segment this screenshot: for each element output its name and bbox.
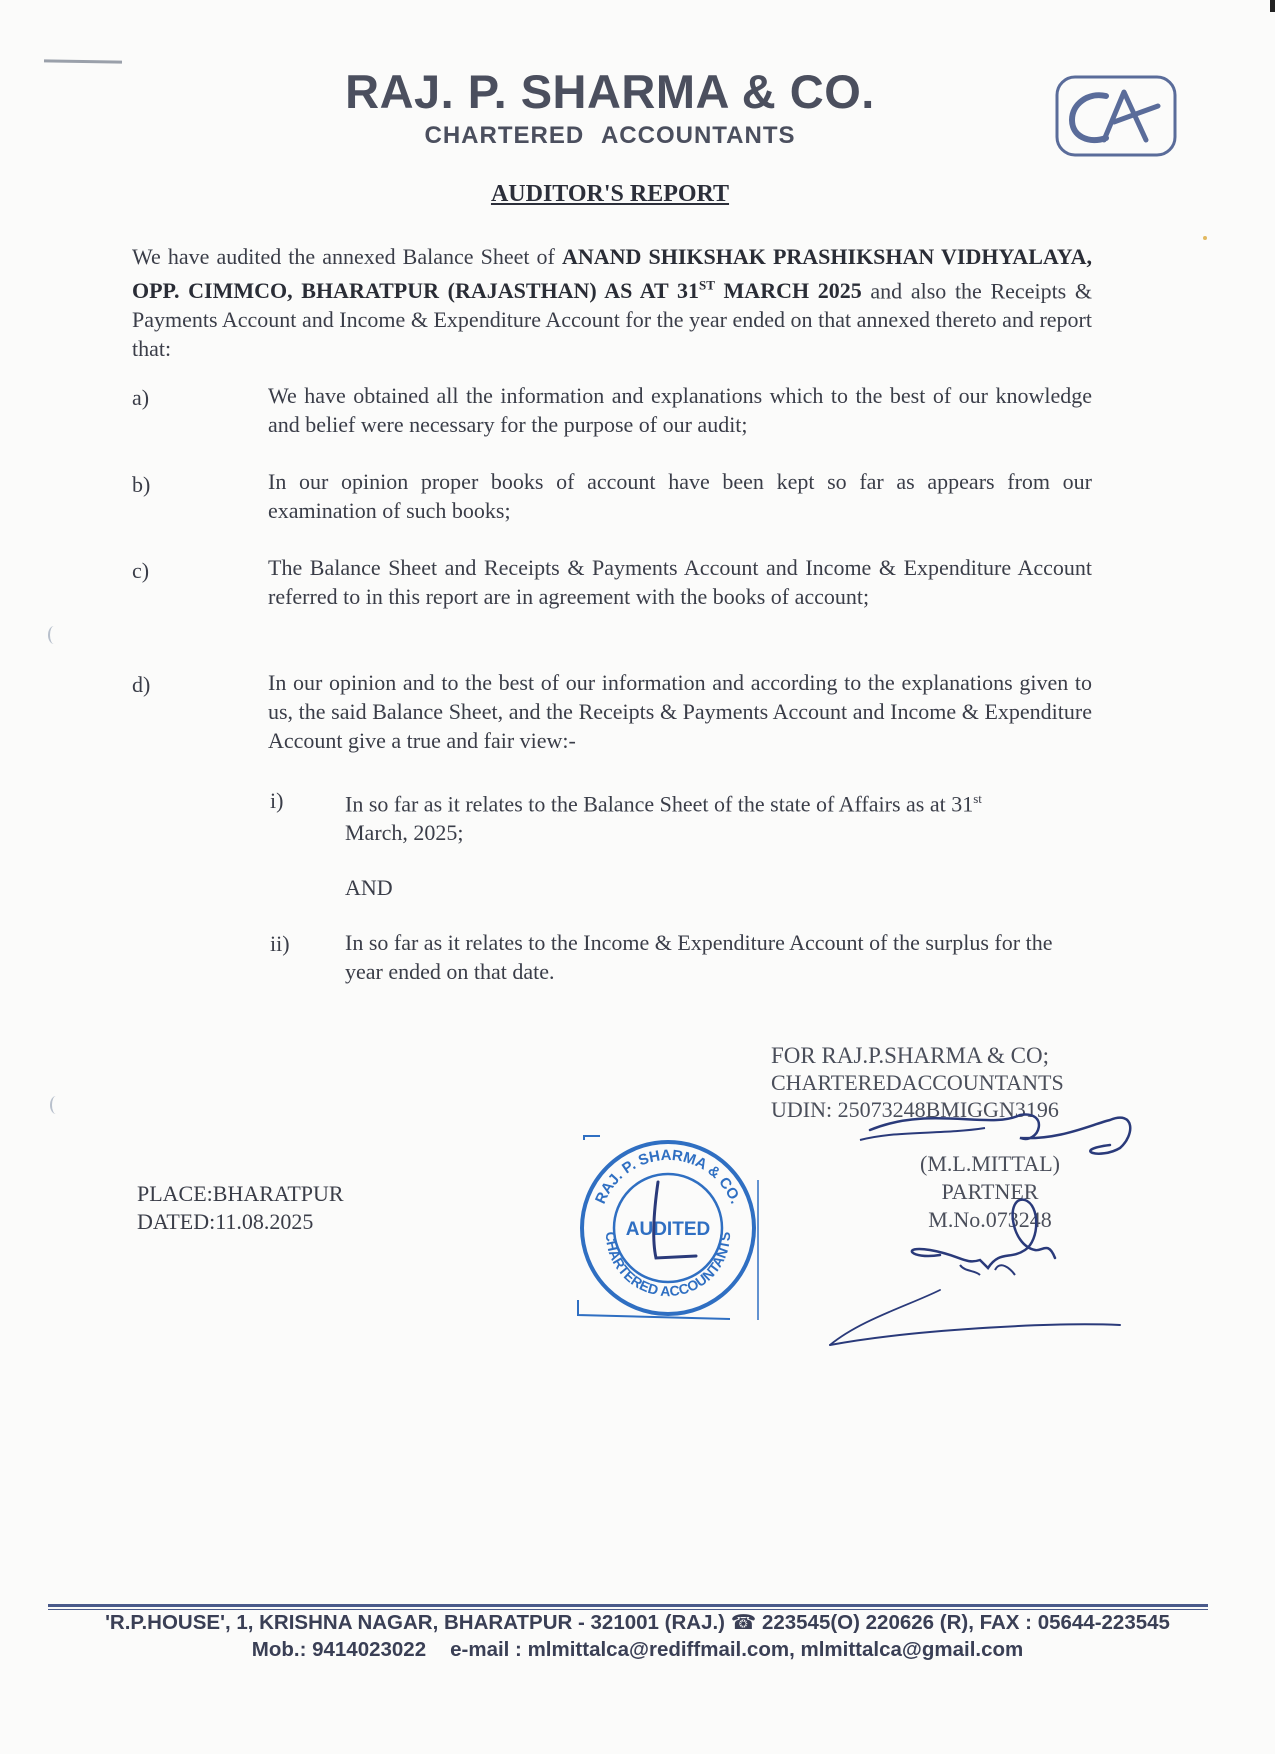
item-label-b: b) (132, 472, 151, 497)
entity-date-superscript: ST (698, 278, 715, 293)
report-title: AUDITOR'S REPORT (490, 181, 730, 207)
stamp-bottom-text: CHARTERED ACCOUNTANTS (602, 1231, 734, 1300)
signing-firm: FOR RAJ.P.SHARMA & CO; (771, 1043, 1050, 1068)
item-label-c: c) (132, 558, 150, 583)
footer-rule (48, 1604, 1208, 1607)
partner-name: (M.L.MITTAL) (920, 1151, 1060, 1176)
footer-mobile: Mob.: 9414023022 (251, 1638, 427, 1661)
sub-item-label-i: i) (270, 788, 284, 813)
footer-phones: 223545(O) 220626 (R), FAX : 05644-223545 (761, 1611, 1170, 1634)
place-date-block (137, 1180, 344, 1236)
ca-logo-icon (1054, 74, 1178, 158)
intro-lead: We have audited the annexed Balance Sheet of (132, 244, 555, 269)
item-b-text: In our opinion proper books of account have been kept so far as appears from our examination of such books; (268, 469, 1092, 523)
intro-paragraph (132, 242, 1092, 363)
date: DATED:11.08.2025 (137, 1209, 314, 1234)
sub-item-ii-text: In so far as it relates to the Income & Expenditure Account of the surplus for the year ended on that date. (345, 930, 1053, 984)
entity-name: ANAND SHIKSHAK PRASHIKSHAN VIDHYALAYA, OPP. CIMMCO, BHARATPUR (RAJASTHAN) AS AT 31 (132, 244, 1092, 304)
firm-subtitle: CHARTERED ACCOUNTANTS (424, 122, 796, 149)
udin-number: UDIN: 25073248BMIGGN3196 (771, 1097, 1059, 1122)
sub-item-i-text (345, 784, 1095, 847)
scan-speck (48, 626, 60, 644)
footer-email: e-mail : mlmittalca@rediffmail.com, mlmittalca@gmail.com (450, 1638, 1024, 1661)
partner-title: PARTNER (941, 1179, 1039, 1204)
signing-designation: CHARTEREDACCOUNTANTS (771, 1070, 1064, 1095)
item-d-text: In our opinion and to the best of our information and according to the explanations given to us, the said Balance Sheet, and the Receipts & Payments Account and Income & Expenditure Account give a true and fair view:- (268, 670, 1092, 753)
sub-item-i-superscript: st (973, 791, 982, 806)
membership-number: M.No.073248 (928, 1207, 1052, 1232)
item-label-d: d) (132, 672, 151, 697)
item-a-text: We have obtained all the information and explanations which to the best of our knowledge and belief were necessary for the purpose of our audit; (268, 383, 1092, 437)
handwritten-signature-icon (790, 1100, 1150, 1350)
scan-edge (1270, 0, 1275, 12)
footer-address: 'R.P.HOUSE', 1, KRISHNA NAGAR, BHARATPUR - 321001 (RAJ.) (105, 1611, 725, 1634)
stamp-top-text: RAJ. P. SHARMA & CO. (592, 1146, 745, 1207)
telephone-icon: ☎ (730, 1611, 757, 1634)
footer-contact-line (0, 1638, 1275, 1662)
intro-tail: and also the Receipts & Payments Account and Income & Expenditure Account for the year ended on that annexed thereto and report that: (132, 278, 1093, 362)
footer-address-line (0, 1610, 1275, 1635)
conjunction-and: AND (345, 875, 393, 900)
svg-text:RAJ. P. SHARMA & CO. (592, 1147, 744, 1207)
place: PLACE:BHARATPUR (137, 1181, 344, 1206)
sub-item-i-body: In so far as it relates to the Balance Sheet of the state of Affairs as at 31 (345, 791, 974, 817)
audited-stamp-icon (570, 1130, 766, 1326)
item-c-text: The Balance Sheet and Receipts & Payments Account and Income & Expenditure Account referred to in this report are in agreement with the books of account; (268, 555, 1092, 609)
stamp-center-text: AUDITED (625, 1219, 711, 1240)
scan-speck (1203, 236, 1207, 240)
svg-text:CHARTERED ACCOUNTANTS (603, 1231, 733, 1299)
sub-item-label-ii: ii) (270, 931, 290, 956)
entity-date: MARCH 2025 (723, 278, 862, 304)
scan-speck (50, 1096, 62, 1114)
firm-name: RAJ. P. SHARMA & CO. (345, 65, 875, 118)
item-label-a: a) (132, 385, 150, 410)
sub-item-i-tail: March, 2025; (345, 820, 464, 846)
